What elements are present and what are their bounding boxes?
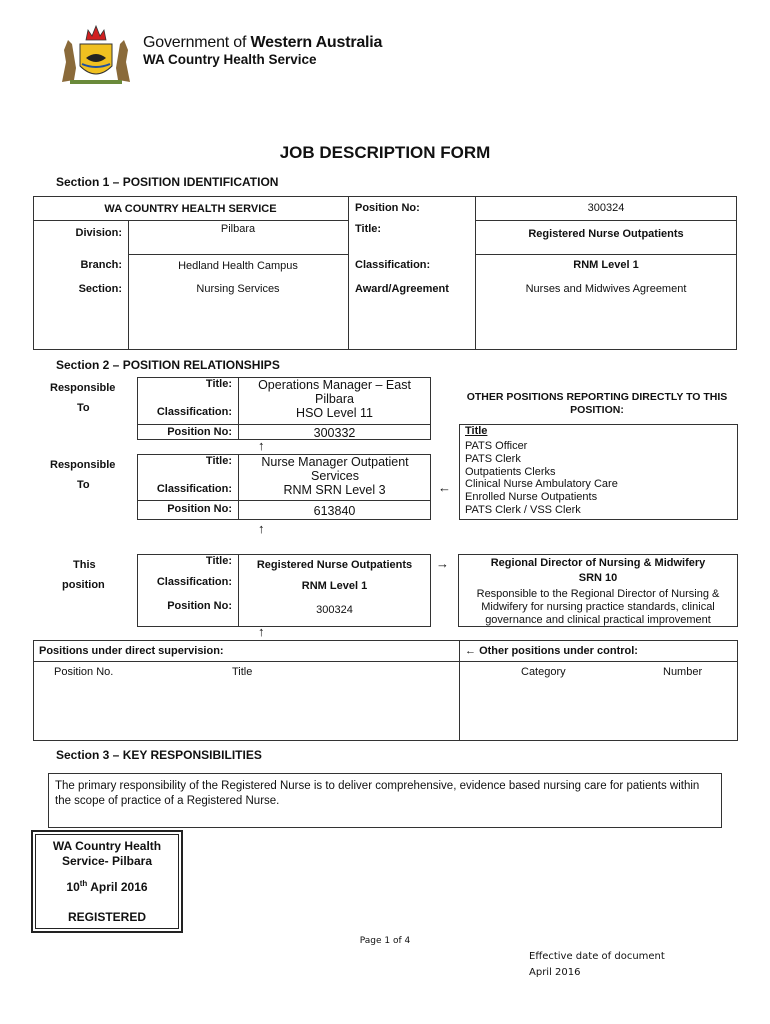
position-no-value: 300324	[587, 202, 625, 214]
box3-class-label: Classification:	[156, 576, 232, 588]
wa-government-crest-logo	[56, 22, 136, 86]
arrow-left-icon: ←	[465, 645, 480, 657]
responsible-label-2: Responsible	[50, 459, 116, 471]
this-label: This	[73, 559, 96, 571]
effective-date-value: April 2016	[529, 967, 581, 978]
box1-no-value: 300332	[313, 426, 356, 440]
box1-class-label: Classification:	[156, 406, 232, 418]
list-item: PATS Clerk / VSS Clerk	[465, 503, 581, 516]
stamp-line1: WA Country Health	[52, 839, 162, 853]
list-item: Enrolled Nurse Outpatients	[465, 491, 598, 504]
col-position-no: Position No.	[54, 666, 114, 678]
box2-title-value: Nurse Manager Outpatient Services	[261, 455, 409, 483]
arrow-left-icon: ←	[438, 480, 451, 495]
box2-no-value: 613840	[313, 504, 356, 518]
arrow-right-icon: →	[436, 556, 449, 571]
list-item: PATS Officer	[465, 440, 528, 452]
classification-value: RNM Level 1	[573, 259, 639, 271]
section2-heading: Section 2 – POSITION RELATIONSHIPS	[56, 358, 280, 372]
list-item: Clinical Nurse Ambulatory Care	[465, 478, 618, 491]
box3-no-value: 300324	[316, 604, 353, 616]
under-supervision-text: Positions under direct supervision:	[39, 645, 224, 657]
branch-value: Hedland Health Campus	[178, 260, 298, 272]
list-item: Outpatients Clerks	[465, 465, 556, 478]
box1-title-value: Operations Manager – East Pilbara	[258, 378, 411, 406]
box1-title-label: Title:	[205, 378, 232, 390]
stamp-line2: Service- Pilbara	[61, 854, 153, 868]
other-positions-list	[465, 440, 618, 517]
arrow-up-icon: ↑	[258, 438, 265, 453]
arrow-up-icon: ↑	[258, 521, 265, 536]
box2-class-value: RNM SRN Level 3	[283, 483, 386, 497]
service-name: WA COUNTRY HEALTH SERVICE	[104, 203, 277, 215]
position-label: position	[62, 579, 105, 591]
list-item: PATS Clerk	[465, 452, 521, 465]
box2-title-label: Title:	[205, 455, 232, 467]
section-label: Section:	[78, 283, 122, 295]
to-label-1: To	[77, 402, 90, 414]
col-number: Number	[663, 666, 703, 678]
key-responsibilities-text: The primary responsibility of the Registered Nurse is to deliver comprehensive, evidence based nursing care for patients within the scope of practice of a Registered Nurse.	[55, 780, 700, 807]
box3-title-value: Registered Nurse Outpatients	[256, 559, 413, 571]
box3-title-label: Title:	[205, 555, 232, 567]
stamp-registered: REGISTERED	[67, 910, 146, 924]
position-no-label: Position No:	[355, 202, 420, 214]
other-positions-title-label: Title	[465, 425, 488, 437]
box1-no-label: Position No:	[167, 426, 232, 438]
award-label: Award/Agreement	[355, 283, 449, 295]
box2-no-label: Position No:	[167, 503, 232, 515]
org-name-line1: Government of Western Australia	[143, 34, 383, 51]
section-value: Nursing Services	[196, 283, 280, 295]
box2-class-label: Classification:	[156, 483, 232, 495]
other-control-label: ← Other positions under control:	[465, 645, 638, 657]
division-value: Pilbara	[220, 223, 256, 235]
regional-director-level: SRN 10	[578, 572, 618, 584]
regional-director-desc: Responsible to the Regional Director of Nursing & Midwifery for nursing practice standards, clinical governance and clinical practical improvement	[476, 588, 720, 626]
branch-label: Branch:	[80, 259, 122, 271]
org-name-line2: WA Country Health Service	[143, 52, 317, 67]
page-title: JOB DESCRIPTION FORM	[279, 143, 491, 162]
division-label: Division:	[75, 227, 122, 239]
col-title: Title	[232, 666, 253, 678]
responsible-label-1: Responsible	[50, 382, 116, 394]
box3-class-value: RNM Level 1	[301, 580, 368, 592]
page-number: Page 1 of 4	[359, 936, 411, 946]
award-value: Nurses and Midwives Agreement	[525, 283, 687, 295]
under-supervision-label	[39, 645, 224, 657]
other-positions-heading: OTHER POSITIONS REPORTING DIRECTLY TO THIS POSITION:	[466, 391, 728, 416]
stamp-date: 10th April 2016	[66, 879, 148, 894]
title-label: Title:	[355, 223, 382, 235]
classification-label: Classification:	[355, 259, 431, 271]
title-value: Registered Nurse Outpatients	[528, 228, 684, 240]
effective-date-label: Effective date of document	[529, 951, 665, 962]
col-category: Category	[521, 666, 566, 678]
section1-heading: Section 1 – POSITION IDENTIFICATION	[56, 175, 279, 189]
box3-no-label: Position No:	[167, 600, 232, 612]
arrow-up-icon: ↑	[258, 624, 265, 639]
regional-director-title: Regional Director of Nursing & Midwifery	[490, 557, 706, 569]
box1-class-value: HSO Level 11	[296, 406, 373, 420]
section3-heading: Section 3 – KEY RESPONSIBILITIES	[56, 748, 262, 762]
to-label-2: To	[77, 479, 90, 491]
